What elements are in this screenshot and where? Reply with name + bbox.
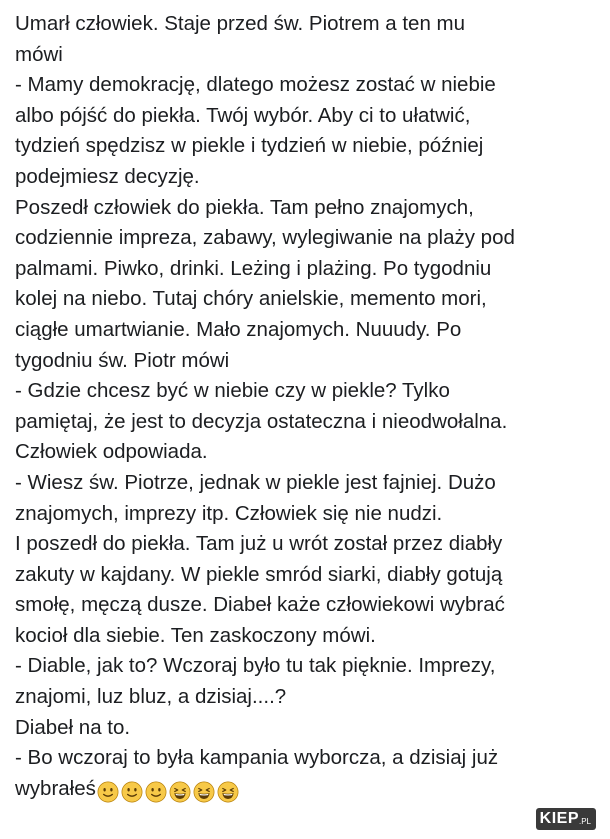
post-line: podejmiesz decyzję. xyxy=(15,164,200,188)
post-line: Umarł człowiek. Staje przed św. Piotrem a ten mu xyxy=(15,12,466,35)
post-line: zakuty w kajdany. W piekle smród siarki, diabły gotują xyxy=(15,562,503,586)
post-line: palmami. Piwko, drinki. Leżing i plażing. Po tygodniu xyxy=(15,256,492,280)
post-line: mówi xyxy=(15,42,63,66)
post-line: Człowiek odpowiada. xyxy=(15,440,208,464)
post-line: albo pójść do piekła. Twój wybór. Aby ci to ułatwić, xyxy=(15,103,471,127)
post-line: codziennie impreza, zabawy, wylegiwanie na plaży pod xyxy=(15,226,515,250)
post-line: znajomi, luz bluz, a dzisiaj....? xyxy=(15,685,287,709)
post-line: kolej na niebo. Tutaj chóry anielskie, memento mori, xyxy=(15,287,487,311)
post-line: ciągłe umartwianie. Mało znajomych. Nuuudy. Po xyxy=(15,317,462,341)
grinning-squinting-face-icon xyxy=(193,781,215,803)
post-line: - Bo wczoraj to była kampania wyborcza, a dzisiaj już xyxy=(15,746,499,770)
post-line: - Diable, jak to? Wczoraj było tu tak pięknie. Imprezy, xyxy=(15,654,496,678)
post-text xyxy=(15,9,602,807)
post-line: - Mamy demokrację, dlatego możesz zostać w niebie xyxy=(15,73,496,97)
grinning-squinting-face-icon xyxy=(217,781,239,803)
post-line: Diabeł na to. xyxy=(15,715,131,739)
kiep-watermark-logo xyxy=(536,808,596,830)
post-line: kocioł dla siebie. Ten zaskoczony mówi. xyxy=(15,623,376,647)
post-line: I poszedł do piekła. Tam już u wrót został przez diabły xyxy=(15,532,503,556)
slightly-smiling-face-icon xyxy=(97,781,119,803)
post-line: Poszedł człowiek do piekła. Tam pełno znajomych, xyxy=(15,195,474,219)
post-last-line-text: wybrałeś xyxy=(15,776,96,800)
slightly-smiling-face-icon xyxy=(145,781,167,803)
post-line: tydzień spędzisz w piekle i tydzień w niebie, później xyxy=(15,134,484,158)
post-line: - Wiesz św. Piotrze, jednak w piekle jest fajniej. Dużo xyxy=(15,470,496,494)
post-line: smołę, męczą dusze. Diabeł każe człowiekowi wybrać xyxy=(15,593,505,617)
watermark-text: KIEP xyxy=(539,810,579,827)
post-line: - Gdzie chcesz być w niebie czy w piekle? Tylko xyxy=(15,379,450,403)
watermark-domain: .PL xyxy=(578,817,591,826)
post-line: pamiętaj, że jest to decyzja ostateczna i nieodwołalna. xyxy=(15,409,508,433)
post-last-line xyxy=(15,774,602,808)
post-line: znajomych, imprezy itp. Człowiek się nie nudzi. xyxy=(15,501,443,525)
slightly-smiling-face-icon xyxy=(121,781,143,803)
grinning-squinting-face-icon xyxy=(169,781,191,803)
post-line: tygodniu św. Piotr mówi xyxy=(15,348,230,372)
emoji-row xyxy=(97,777,241,808)
